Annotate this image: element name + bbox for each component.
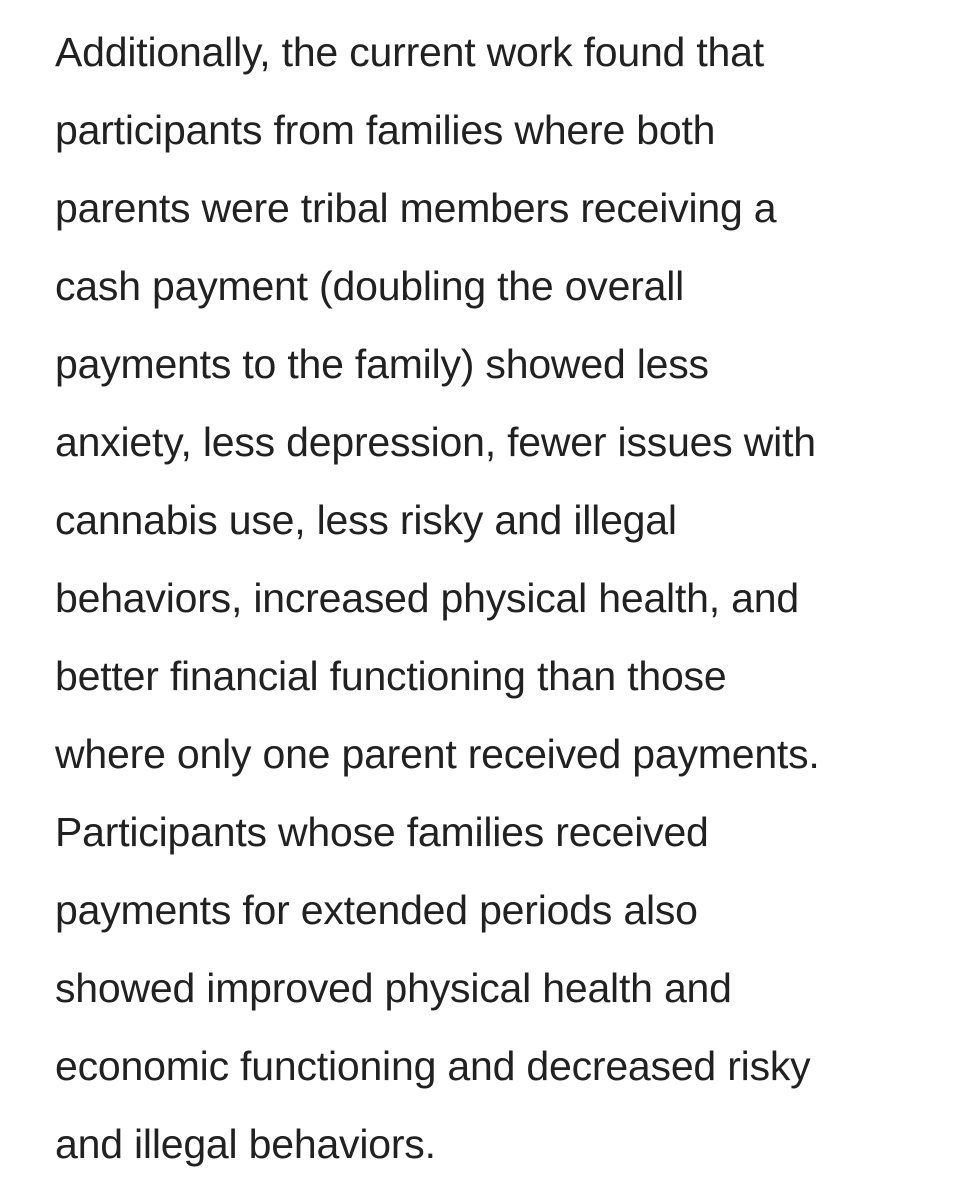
paragraph-line: where only one parent received payments.: [55, 731, 820, 777]
paragraph-line: cash payment (doubling the overall: [55, 263, 685, 309]
paragraph-line: anxiety, less depression, fewer issues with: [55, 419, 816, 465]
paragraph-line: and illegal behaviors.: [55, 1121, 436, 1167]
article-paragraph: [55, 13, 955, 1183]
paragraph-line: cannabis use, less risky and illegal: [55, 497, 677, 543]
paragraph-line: Additionally, the current work found that: [55, 29, 764, 75]
paragraph-line: showed improved physical health and: [55, 965, 732, 1011]
paragraph-line: better financial functioning than those: [55, 653, 727, 699]
paragraph-line: behaviors, increased physical health, and: [55, 575, 799, 621]
paragraph-line: economic functioning and decreased risky: [55, 1043, 811, 1089]
paragraph-line: payments to the family) showed less: [55, 341, 709, 387]
paragraph-line: Participants whose families received: [55, 809, 709, 855]
paragraph-line: parents were tribal members receiving a: [55, 185, 777, 231]
paragraph-line: participants from families where both: [55, 107, 716, 153]
paragraph-line: payments for extended periods also: [55, 887, 698, 933]
